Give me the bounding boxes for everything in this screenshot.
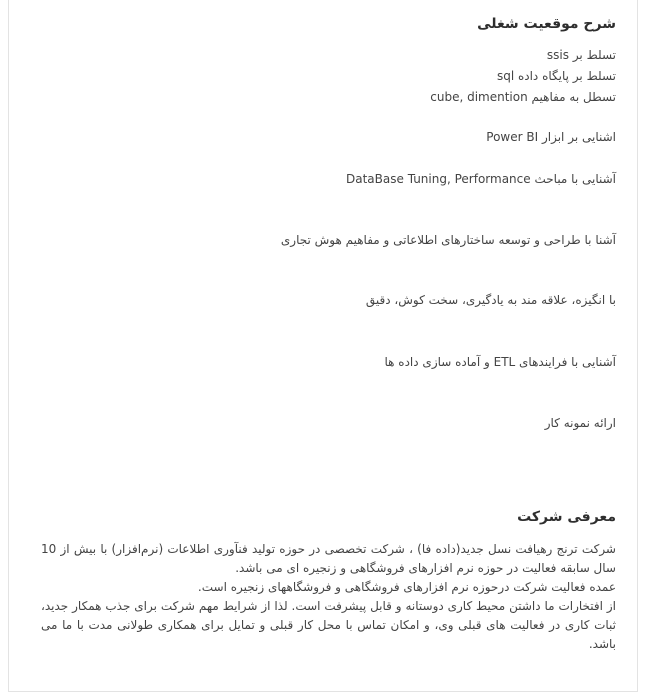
requirement-personality: با انگیزه، علاقه مند به یادگیری، سخت کوش، دقیق bbox=[365, 293, 616, 307]
requirement-power-bi: اشنایی بر ابزار Power BI bbox=[486, 130, 616, 144]
requirement-etl: آشنایی با فرایندهای ETL و آماده سازی داده ها bbox=[384, 355, 616, 369]
company-intro-paragraph: عمده فعالیت شرکت درحوزه نرم افزارهای فروشگاهی و فروشگاههای زنجیره است. bbox=[197, 580, 616, 594]
company-intro-paragraph: از افتخارات ما داشتن محیط کاری دوستانه و قابل پیشرفت است. لذا از شرایط مهم شرکت برای جذب همکار جدید، ثبات کاری در فعالیت های قبلی وی، و امکان تماس با محل کار قبلی و تمایل برای همکاری طولانی مدت با ما می باشد. bbox=[41, 599, 616, 651]
requirement-portfolio: ارائه نمونه کار bbox=[544, 416, 616, 430]
company-intro-paragraph: شرکت ترنج رهیافت نسل جدید(داده فا) ، شرکت تخصصی در حوزه تولید فنآوری اطلاعات (نرم‌افزار) با بیش از 10 سال سابقه فعالیت در حوزه نرم افزارهای فروشگاهی و زنجیره ای می باشد. bbox=[41, 542, 616, 575]
requirement-tuning: آشنایی با مباحث DataBase Tuning, Performance bbox=[346, 172, 616, 186]
job-description-heading: شرح موقعیت شغلی bbox=[477, 16, 616, 32]
requirement-cube: تسطل به مفاهیم cube, dimention bbox=[430, 90, 616, 104]
company-intro-text bbox=[41, 540, 616, 654]
requirement-sql: تسلط بر پایگاه داده sql bbox=[496, 69, 616, 83]
requirement-ssis: تسلط بر ssis bbox=[546, 48, 616, 62]
requirement-bi-design: آشنا با طراحی و توسعه ساختارهای اطلاعاتی و مفاهیم هوش تجاری bbox=[280, 233, 616, 247]
company-intro-heading: معرفی شرکت bbox=[517, 509, 616, 525]
